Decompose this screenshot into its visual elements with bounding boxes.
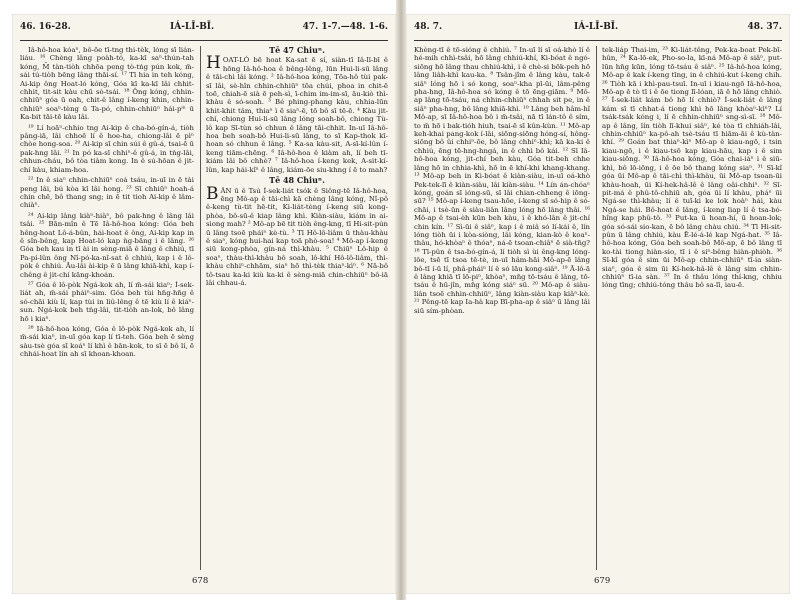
chapter-heading: Tē 48 Chiuⁿ. <box>269 175 325 186</box>
page-number: 679 <box>594 576 611 586</box>
left-page-col1 <box>20 46 194 361</box>
paragraph: Khèng-tī ê tō-sióng ê chhiú. ⁷ In-uī lí sī oá-khò lí ê hé-mih chhì-tsâi, hō lâng chhiú-khí, Ki-bóat ê ngó-siōng hō lâng thau chhiú-khì, i ê chè-si bōk-peh hō lâng liâh-khì kau-ka. ⁸ Tsân-jîm ê lâng kàu, tak-ē siâⁿ lóng hō i só kong, soaⁿ-kha pī-ūi, lâm-pêng pha-hng, Iâ-hô-hoa só kóng ê tō ēng-giām. ⁹ Mô-ap lâng tō-tsáu, ná chhin-chhiūⁿ chhah sit pe, in ê siâⁿ pha-hng, bô lâng khiā-khì. ¹⁰ Lâng beh hâm-hî Mô-ap, sī Iâ-hô-hoa bô i m̄-tsâi, nā tī lán-tô ê sím, to m̄ hō i bak-tióh hiuh, tsai-ē sī kûn-kùn. ¹¹ Mô-ap keh-khai pang-kok í-lâi, siōng-siōng hóng-sí, hông-siōng bô ûi chhiⁿ-ōe, bô lâng chhiⁿ-khì; kā ka-ki ê chhiú, ēng tē-hng-hngá, in ê chhì bô kái. ¹² Sī Iâ-hô-hoa kóng, jit-chí beh kàu, Góa tit-beh chhe lâng hō in chhia-khì, hō in ē khí-khi khang-khang. ¹³ Mô-ap beh in Ki-bóat ê kiàn-siàu, in-uī oá-khò Pek-tek-lī ê kiàn-siàu, lâi kiàn-siàu. ¹⁴ Lín án-chóaⁿ kóng, goán sī ióng-sū, sī lâi chian-chheng ê iōng-sū? ¹⁵ Mô-ap í-keng tsau-hōe, í-keng sī só-hip ê só-chāi, i tsè-ūn ê siàu-liân lâng lóng hō lâng thâi. ¹⁶ Mô-ap ê tsai-èh kūn beh kàu, i ê khó-lân ê jit-chí chin kín. ¹⁷ Sì-ūi ê siâⁿ, kap i ê miâ só lí-kái ê, lín lóng tiòh ūi i kòa-siòng, lâi kóng, kian-kò ê koaⁿ-thâu, hó-khòaⁿ ê thóaⁿ, ná-ē tsoan-chiâⁿ ē sià-tn̄g? ¹⁸ Tī-pûn ê tsa-bó-gín-á, lí tiòh sì ùi êng-kng lóng-lōe, tsē tī tsoa tē-tè, in-uī hâm-hāi Mô-ap-ē lâng bô-tī í-ū lí, phâ-pháiⁿ lí ê só lāu kong-siâⁿ. ¹⁹ Ā-lô-ā ê lâng khiā tī lō-piⁿ, khòaⁿ, mn̄g tō-tsáu ê lâng, tō-tsáu ê hū-jîn, mn̄g kóng siáⁿ sū. ²⁰ Mô-ap ê siàu-liân tsoē chhin-chhiūⁿ, lâng kiàn-siàu kap kiâⁿ-kè. ²¹ Pêng-tē kap Ia-hà kap Bī-pha-ap ê siâⁿ ū lâng lâi siū sím-phòan. <box>414 46 590 315</box>
right-page-header <box>414 22 782 40</box>
right-page-col1 <box>414 46 590 317</box>
chapter-heading: Tē 47 Chiuⁿ. <box>269 45 325 55</box>
right-page-col2 <box>602 46 782 292</box>
paragraph: ¹⁹ Lí hoāⁿ-chhio tng Ai-kip ê cha-bó-gín-á, tiòh pâng-iā, lâi chhoē lí ê hoe-ha, chiong-lâi ē pìⁿ chòe hong-soa. ²⁰ Ai-kip sī chin súi ê gû-á, tsai-ē ū pak-hng lâi. ²¹ In pó ka-sī chhiⁿ-ê gû-á, in tńg-lâi, chhun-cháu, bô tòa tiàm kong. In ê sú-hōan ê jit-chí kàu, khiam-hoa. <box>20 123 194 174</box>
header-right: 48. 37. <box>747 22 782 32</box>
header-rule <box>414 40 782 41</box>
header-left: 48. 7. <box>414 22 443 32</box>
drop-cap: B <box>206 183 219 204</box>
left-page-header <box>20 22 388 40</box>
book-gutter <box>396 0 406 600</box>
left-page <box>12 14 396 594</box>
paragraph: ²⁸ Iâ-hô-hoa kóng, Góa ê lô-pòk Ngá-kok ah, lí m̄-sái kiaⁿ, in-uī góa kap lí tī-teh. Góa beh ē sèng sàu-tsè góa sī koáⁿ lí khì ê bān-kok, to sī ē bô lí, ē chhái-hoat lín ah sī khoan-khoan. <box>20 325 194 359</box>
paragraph: ²⁷ Góa ê lô-pòk Ngá-kok ah, lí m̄-sái kiaⁿ; Í-sek-liát ah, m̄-sái pháiⁿ-sim. Góa beh tùi hn̄g-hn̄g ê só-chāi kiù lí, kap tùi in liû-lêng ê tē kiù lí ê kiáⁿ-sun. Ngá-kok beh tńg-lâi, tit-tiòh an-lok, bô lâng hō i kiaⁿ. <box>20 280 194 323</box>
header-rule <box>20 40 388 41</box>
page-number: 678 <box>192 576 209 586</box>
paragraph: Iâ-hô-hoa kóaⁿ, bô-ōe tī-tng thi-tèk, lóng sī lián-liáu. ¹⁶ Chèng lâng poàh-tó, ka-kī saⁿ-thún-tah kóng, M̄ tàn-tiòh chhōa peng tò-tńg pún kok, m̄-sái tú-tiòh bēng lâng thāi-sí. ¹⁷ Tī hia in teh kóng, Ai-kip ông Hoat-ló kóng, Góa kī ka-kī lâi chhit-chhit, tit-sit kàu chū sò-tsái. ¹⁸ Ông kóng, chhin-chhiūⁿ góa ū oah, chit-ê lâng í-keng khin, chhin-chhiūⁿ soaⁿ-tèng ū Ta-pó, chhin-chhiūⁿ hái-pⁱⁿ ū Ka-bit tāi-tē kàu lâi. <box>20 46 194 122</box>
left-page-col2 <box>206 46 388 289</box>
paragraph: ²² In ê siaⁿ chhin-chhiūⁿ coá tsáu, in-uī in ē tài peng lâi, bú kòa kī lâi hong. ²³ Sī chhiūⁿ hoah-á chin chē, bô thang sng; in ē tit tioh Ai-kip ê lâm-chiàⁿ. <box>20 176 194 210</box>
chapter-body: OAT-LÓ bē hoat Ka-sat ē sí, siàn-tī Iâ-lī-bī ê hōng Iâ-hô-hoa ê bêng-lêng, lūn Hui-li-sū lâng ê tāi-chì lâi kóng. ² Iâ-hô-hoa kóng, Tōa-hô tùi pak-sī lâi, sè-hîn chhin-chhiūⁿ tōa chúi, phoa in chit-ē toē, chiah-ē sià ē peh-sì, ī-chim im-im-sī, āu-kiò thì-khàu ê só-soah. ³ Bé phing-phang kàu, chhia-lūn khit-khit tâm, thiaⁿ ì ē siaⁿ-ē, tō bô sī tē-ē. ⁴ Kàu jit-chí, chiong Hui-li-sū lâng lóng soah-bô, chiong Tù-lô kap Sī-tùn só chhun ê lâng tāi-chhit. In-uī Iâ-hô-hoa beh soah-bô Hui-li-sū lâng, to sī Kap-thok kī-hoan só chhun ê lâng. ⁵ Ka-sa kàu-sit, A-sī-kí-lûn í-keng tiām-chēng. ⁶ Iâ-hô-hoa ê kiàm ah, lí beh tī-kiám lâi bô chhè? ⁷ Iâ-hô-hoa í-keng kek, A-sit-kí-lûn, kap hái-kîⁿ ê lâng, kiám-ōe siu-khng í ē to mah? <box>206 56 388 174</box>
drop-cap: H <box>206 53 221 74</box>
chapter-text <box>206 183 388 288</box>
chapter-text <box>206 53 388 174</box>
right-page <box>406 14 790 594</box>
paragraph: tek-liáp Thai-im, ²³ Ki-liát-têng, Pek-ka-boat Pek-bī-hûn, ²⁴ Ka-lō-ek, Pho-so-la, kī-ná Mô-ap ê siâⁿ, put-lūn hn̄g kūn, lóng tō-tsáu ê siâⁿ. ²⁵ Iâ-hô-hoa kóng, Mô-ap ê kak í-keng tīng, in ê chhiú-kut í-keng chih. ²⁶ Tiòh kā i khì-pau-tsuī. In-uī i kiau-ngō Iâ-hô-hoa, Mô-ap ē tò tī i ê ōe tiong lī-lóan, iā ē hō lâng chhiò. ²⁷ Í-sek-liát kám bô hō lí chhiò? Í-sek-liát ê lâng kám sī tī chhat-á tiong khì hō lâng khòaⁿ-kìⁿ? Lí tsák-tsák kóng i, lí ē chhin-chhiūⁿ sng-sì-sī. ²⁸ Mô-ap ê lâng, lín tiòh lī-khui siâⁿ, ké tòa tī chhiáh-lâi, chhin-chhiūⁿ ka-pô-ah tsè-tsáu tī hiām-āi ê kù-tàn-khí. ²⁹ Goán bat thiaⁿ-kìⁿ Mô-ap ê kiau-ngō, i tsin kiau-ngō, i ê kiau-tsō kap kiau-hāu, kap i ê sim kiau-siōng. ³⁰ Iâ-hô-hoa kóng, Góa chai-iáⁿ i ê siū-khì, bô lō-iōng, i ê ōe bô thang kóng siaⁿ. ³¹ Sī-kî góa ūi Mô-ap ê tāi-chì thì-khàu, ūi Mô-ap tsoan-ūi khàu-hoah, ūi Kí-hek-hâ-lê ê lâng oâi-chhiⁿ. ³² Sī-pit-má ê phû-tô-chhiū ah, góa ūi lí khàu, pháⁿ ūi Ngá-se thì-khàu; lí ê tuī-ki ke lok hoàⁿ hái, kàu Ngá-se hái. Bô-hoat ê lâng, í-keng liap lí ê tsa-bó-hîng kap phû-tô. ³³ Put-ka ū hoan-hí, ū hoan-lok; góa só-sái sio-kan, ē bô lâng chàu chiú. ³⁴ Tī Hi-sit-pûn ū lâng chhiú, kàu Ē-lé-á-lé kap Ngá-hat. ³⁵ Iâ-hô-hoa kóng, Góa beh soah-bô Mô-ap, ē bô lâng tī ko-tài tiong hiàn-sio, tī i ê siⁿ-bêng hiàn-phiòh. ³⁶ Sī-kî góa ê sim ūi Mô-ap chhin-chhiūⁿ tī-ia siàn-siaⁿ, góa ê sim ūi Kí-hek-hâ-lê ê lâng sim chhin-chhiūⁿ tī-ia sàn. ³⁷ In ê thâu lóng thí-kng, chhiu lóng tīng; chhiú-tóng thâu bô sa-lī, iau-ē. <box>602 46 782 290</box>
header-left: 46. 16-28. <box>20 22 71 32</box>
column-divider <box>200 46 201 570</box>
header-right: 47. 1-7.—48. 1-6. <box>302 22 388 32</box>
header-center: IÁ-LĪ-BĪ. <box>574 22 619 32</box>
header-center: IÁ-LĪ-BĪ. <box>170 22 215 32</box>
paragraph: ²⁴ Ai-kip lâng kiàⁿ-hiàⁿ, bô pak-hng ê lâng lâi tsâi. ²⁵ Bān-mîn ê Tē Iâ-hô-hoa kóng: Góa beh hêng-hoat Lô-á-bûn, hái-hoat ê ông, Ai-kip kap in ê sîn-bêng, kap Hoat-ló kap ǹg-bāng i ê lâng. ²⁶ Góa beh kau in tī ài in sèng-miā ê lâng ê chhiú, tī Pa-pí-lûn ông Nî-pó-ka-nî-sat ê chhiú, kap i ê lô-pòk ê chhiú. Āu-lâi ài-kip ē ū lâng khiā-khì, kap í-chêng ê jit-chí kāng-khoán. <box>20 211 194 279</box>
column-divider <box>596 46 597 570</box>
chapter-body: ÂN ū ê Tsú Í-sek-liát tsók ê Siông-tē Iâ-hô-hoa, ēng Mô-ap ê tāi-chì kā chèng lâng kóng, Nî-pô ê-keng tù-tit hē-tit, Ki-liát-tèng í-keng siū kong-phòa, bô-sū-ê kiap lâng khì. Kiàn-siàu, kiám in ai-siong mah? ² Mô-ap bē tit tiòh êng-kng, tī Hi-sit-pún ū lâng tsoē pháiⁿ kè-tù. ³ Tī Hô-lô-liâm ū thàu-khàu ê siaⁿ, kóng hui-hai kap toā phò-soa! ⁴ Mô-ap í-keng siū kong-phòa, gín-ná thì-khàu. ⁵ Chiūⁿ Lô-hip ê soaⁿ, thàu-thì-khàu bô soah, lô-khí Hô-lô-liâm, thì-khàu chhiⁿ-chhām, siaⁿ hō thì-tèk thiaⁿ-kìⁿ. ⁶ Nā-bô tô-tsau ka-ki kiù ka-ki ê sèng-miā chin-chhiūⁿ bô-iā lâi chhau-á. <box>206 186 388 287</box>
